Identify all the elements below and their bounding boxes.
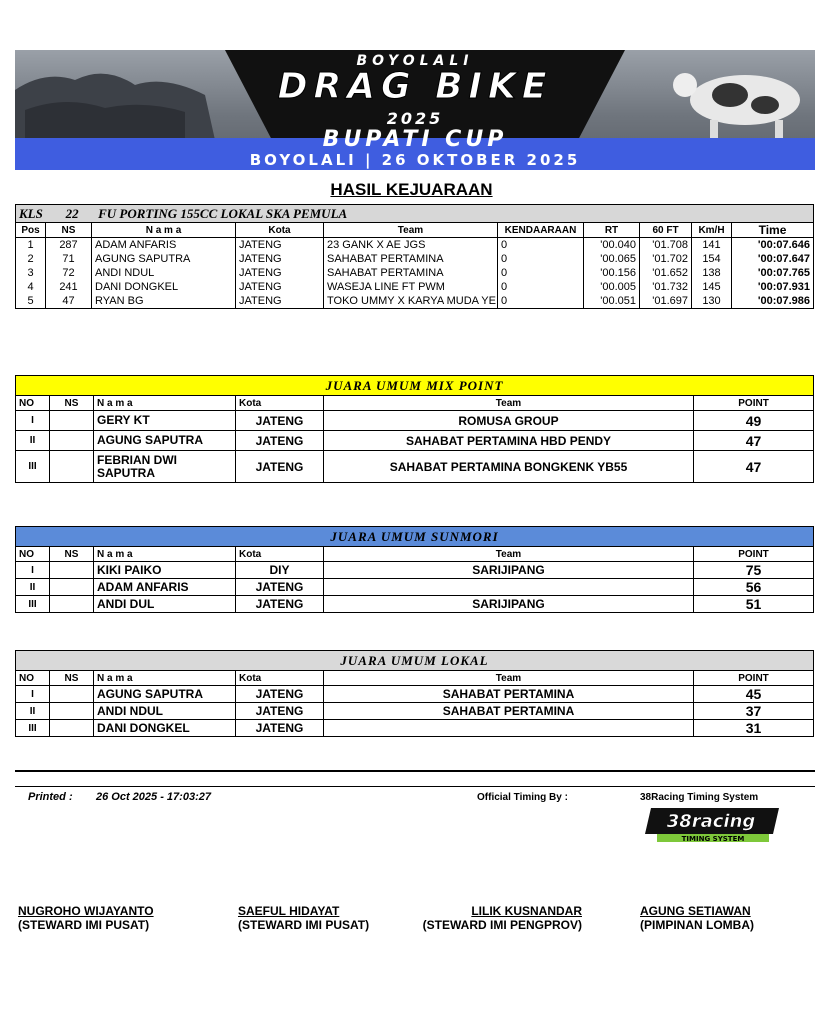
- table-cell: DIY: [236, 562, 324, 579]
- banner-line4: BUPATI CUP: [322, 127, 508, 152]
- column-header: POINT: [694, 547, 814, 562]
- table-cell: 31: [694, 720, 814, 737]
- signature-block: [418, 904, 582, 932]
- table-cell: III: [16, 596, 50, 613]
- champ-header-row: [16, 547, 814, 562]
- table-cell: ROMUSA GROUP: [324, 411, 694, 431]
- table-cell: 4: [16, 280, 46, 294]
- table-cell: [50, 703, 94, 720]
- table-cell: 37: [694, 703, 814, 720]
- table-cell: 56: [694, 579, 814, 596]
- column-header: 60 FT: [640, 223, 692, 238]
- signatory-name: NUGROHO WIJAYANTO: [18, 904, 154, 918]
- logo-subtext: TIMING SYSTEM: [681, 835, 745, 843]
- table-cell: '00:07.765: [732, 266, 814, 280]
- table-cell: [50, 579, 94, 596]
- table-cell: '00:07.931: [732, 280, 814, 294]
- table-cell: JATENG: [236, 431, 324, 451]
- table-cell: ANDI NDUL: [92, 266, 236, 280]
- column-header: NS: [50, 396, 94, 411]
- results-header-row: [16, 223, 814, 238]
- table-cell: [324, 579, 694, 596]
- table-title-row: [16, 527, 814, 547]
- table-cell: JATENG: [236, 451, 324, 483]
- table-cell: 287: [46, 238, 92, 253]
- table-cell: [50, 596, 94, 613]
- timing-value: 38Racing Timing System: [640, 792, 759, 803]
- sunmori-title: JUARA UMUM SUNMORI: [16, 527, 814, 547]
- table-cell: SAHABAT PERTAMINA: [324, 686, 694, 703]
- signatory-role: (PIMPINAN LOMBA): [640, 918, 754, 932]
- signature-block: [238, 904, 369, 932]
- table-row: [16, 266, 814, 280]
- table-cell: 75: [694, 562, 814, 579]
- column-header: N a m a: [94, 671, 236, 686]
- logo-text: 38racing: [666, 811, 756, 832]
- table-cell: [50, 686, 94, 703]
- column-header: NS: [46, 223, 92, 238]
- table-cell: 138: [692, 266, 732, 280]
- table-cell: JATENG: [236, 703, 324, 720]
- table-cell: 72: [46, 266, 92, 280]
- table-cell: '00.156: [584, 266, 640, 280]
- column-header: NO: [16, 671, 50, 686]
- table-cell: '00:07.986: [732, 294, 814, 309]
- class-row: [16, 205, 814, 223]
- table-row: [16, 294, 814, 309]
- table-cell: 45: [694, 686, 814, 703]
- table-cell: '01.702: [640, 252, 692, 266]
- table-cell: 241: [46, 280, 92, 294]
- table-cell: 154: [692, 252, 732, 266]
- signature-block: [640, 904, 754, 932]
- table-cell: AGUNG SAPUTRA: [94, 431, 236, 451]
- table-cell: 71: [46, 252, 92, 266]
- column-header: KENDAARAAN: [498, 223, 584, 238]
- table-row: [16, 720, 814, 737]
- racing-timing-logo: [643, 806, 783, 846]
- column-header: Pos: [16, 223, 46, 238]
- champ-header-row: [16, 396, 814, 411]
- champ-header-row: [16, 671, 814, 686]
- table-cell: '00:07.647: [732, 252, 814, 266]
- table-row: [16, 579, 814, 596]
- column-header: Km/H: [692, 223, 732, 238]
- table-cell: 130: [692, 294, 732, 309]
- table-cell: '00:07.646: [732, 238, 814, 253]
- lokal-table: [15, 650, 814, 737]
- table-cell: JATENG: [236, 411, 324, 431]
- printed-label: Printed :: [28, 791, 73, 803]
- column-header: NO: [16, 547, 50, 562]
- banner-line3: 2025: [386, 109, 444, 128]
- table-cell: KIKI PAIKO: [94, 562, 236, 579]
- class-number: 22: [65, 205, 79, 221]
- table-cell: 0: [498, 280, 584, 294]
- table-cell: DANI DONGKEL: [92, 280, 236, 294]
- column-header: NS: [50, 671, 94, 686]
- table-cell: JATENG: [236, 686, 324, 703]
- table-cell: JATENG: [236, 238, 324, 253]
- table-cell: [50, 411, 94, 431]
- table-cell: 0: [498, 238, 584, 253]
- table-row: [16, 703, 814, 720]
- column-header: Time: [732, 223, 814, 238]
- table-cell: II: [16, 579, 50, 596]
- table-cell: '00.051: [584, 294, 640, 309]
- banner-line2: DRAG BIKE: [277, 66, 553, 107]
- table-cell: SAHABAT PERTAMINA HBD PENDY: [324, 431, 694, 451]
- banner-line1: BOYOLALI: [356, 53, 474, 69]
- signature-block: [18, 904, 154, 932]
- table-cell: JATENG: [236, 266, 324, 280]
- table-cell: I: [16, 562, 50, 579]
- table-cell: I: [16, 686, 50, 703]
- page-title: HASIL KEJUARAAN: [330, 180, 493, 199]
- column-header: Team: [324, 547, 694, 562]
- signatory-name: LILIK KUSNANDAR: [471, 904, 582, 918]
- table-cell: III: [16, 451, 50, 483]
- table-row: [16, 451, 814, 483]
- table-cell: '01.708: [640, 238, 692, 253]
- table-cell: 1: [16, 238, 46, 253]
- signatory-role: (STEWARD IMI PENGPROV): [422, 918, 582, 932]
- table-cell: 0: [498, 294, 584, 309]
- table-cell: AGUNG SAPUTRA: [92, 252, 236, 266]
- table-cell: RYAN BG: [92, 294, 236, 309]
- table-cell: SAHABAT PERTAMINA BONGKENK YB55: [324, 451, 694, 483]
- divider-line: [15, 770, 815, 772]
- table-title-row: [16, 651, 814, 671]
- table-row: [16, 280, 814, 294]
- signatory-role: (STEWARD IMI PUSAT): [18, 918, 150, 932]
- table-cell: 49: [694, 411, 814, 431]
- table-cell: [50, 720, 94, 737]
- table-row: [16, 238, 814, 253]
- table-cell: AGUNG SAPUTRA: [94, 686, 236, 703]
- column-header: Team: [324, 396, 694, 411]
- table-row: [16, 252, 814, 266]
- table-cell: JATENG: [236, 252, 324, 266]
- table-cell: TOKO UMMY X KARYA MUDA YE: [324, 294, 498, 309]
- table-cell: JATENG: [236, 280, 324, 294]
- table-cell: 5: [16, 294, 46, 309]
- table-row: [16, 411, 814, 431]
- class-name: FU PORTING 155CC LOKAL SKA PEMULA: [98, 205, 348, 221]
- table-cell: ANDI DUL: [94, 596, 236, 613]
- table-cell: '00.005: [584, 280, 640, 294]
- table-cell: '01.732: [640, 280, 692, 294]
- table-cell: SAHABAT PERTAMINA: [324, 252, 498, 266]
- table-cell: 2: [16, 252, 46, 266]
- table-cell: FEBRIAN DWI SAPUTRA: [94, 451, 236, 483]
- table-cell: DANI DONGKEL: [94, 720, 236, 737]
- column-header: POINT: [694, 671, 814, 686]
- table-cell: '00.065: [584, 252, 640, 266]
- table-cell: II: [16, 703, 50, 720]
- column-header: N a m a: [94, 396, 236, 411]
- table-cell: [50, 562, 94, 579]
- signatory-role: (STEWARD IMI PUSAT): [238, 918, 370, 932]
- event-banner: [15, 50, 815, 170]
- column-header: NS: [50, 547, 94, 562]
- column-header: N a m a: [94, 547, 236, 562]
- table-cell: 141: [692, 238, 732, 253]
- table-cell: '00.040: [584, 238, 640, 253]
- column-header: Kota: [236, 396, 324, 411]
- table-cell: I: [16, 411, 50, 431]
- table-cell: III: [16, 720, 50, 737]
- column-header: POINT: [694, 396, 814, 411]
- mix-point-table: [15, 375, 814, 483]
- column-header: Kota: [236, 671, 324, 686]
- table-cell: 47: [694, 451, 814, 483]
- table-cell: [50, 431, 94, 451]
- table-cell: 47: [694, 431, 814, 451]
- sunmori-table: [15, 526, 814, 613]
- table-cell: II: [16, 431, 50, 451]
- table-row: [16, 431, 814, 451]
- table-cell: GERY KT: [94, 411, 236, 431]
- column-header: Team: [324, 223, 498, 238]
- signatory-name: SAEFUL HIDAYAT: [238, 904, 340, 918]
- table-cell: [324, 720, 694, 737]
- table-cell: '01.697: [640, 294, 692, 309]
- table-row: [16, 686, 814, 703]
- column-header: Team: [324, 671, 694, 686]
- table-cell: JATENG: [236, 596, 324, 613]
- signatory-name: AGUNG SETIAWAN: [640, 904, 751, 918]
- table-cell: 23 GANK X AE JGS: [324, 238, 498, 253]
- column-header: N a m a: [92, 223, 236, 238]
- table-cell: SARIJIPANG: [324, 596, 694, 613]
- mix-title: JUARA UMUM MIX POINT: [16, 376, 814, 396]
- column-header: Kota: [236, 547, 324, 562]
- divider-line: [15, 786, 815, 787]
- table-cell: 51: [694, 596, 814, 613]
- table-cell: SAHABAT PERTAMINA: [324, 703, 694, 720]
- table-cell: 0: [498, 252, 584, 266]
- table-cell: 47: [46, 294, 92, 309]
- table-cell: JATENG: [236, 720, 324, 737]
- table-cell: '01.652: [640, 266, 692, 280]
- table-row: [16, 596, 814, 613]
- printed-value: 26 Oct 2025 - 17:03:27: [96, 791, 211, 803]
- column-header: RT: [584, 223, 640, 238]
- table-cell: [50, 451, 94, 483]
- table-row: [16, 562, 814, 579]
- timing-label: Official Timing By :: [477, 792, 568, 803]
- table-cell: JATENG: [236, 579, 324, 596]
- results-table: [15, 204, 814, 309]
- class-label: KLS: [19, 205, 43, 221]
- table-cell: JATENG: [236, 294, 324, 309]
- lokal-title: JUARA UMUM LOKAL: [16, 651, 814, 671]
- column-header: Kota: [236, 223, 324, 238]
- table-title-row: [16, 376, 814, 396]
- table-cell: ADAM ANFARIS: [92, 238, 236, 253]
- table-cell: ANDI NDUL: [94, 703, 236, 720]
- table-cell: 0: [498, 266, 584, 280]
- column-header: NO: [16, 396, 50, 411]
- table-cell: 3: [16, 266, 46, 280]
- table-cell: SARIJIPANG: [324, 562, 694, 579]
- banner-line5: BOYOLALI | 26 OKTOBER 2025: [249, 151, 581, 169]
- table-cell: 145: [692, 280, 732, 294]
- table-cell: SAHABAT PERTAMINA: [324, 266, 498, 280]
- table-cell: WASEJA LINE FT PWM: [324, 280, 498, 294]
- table-cell: ADAM ANFARIS: [94, 579, 236, 596]
